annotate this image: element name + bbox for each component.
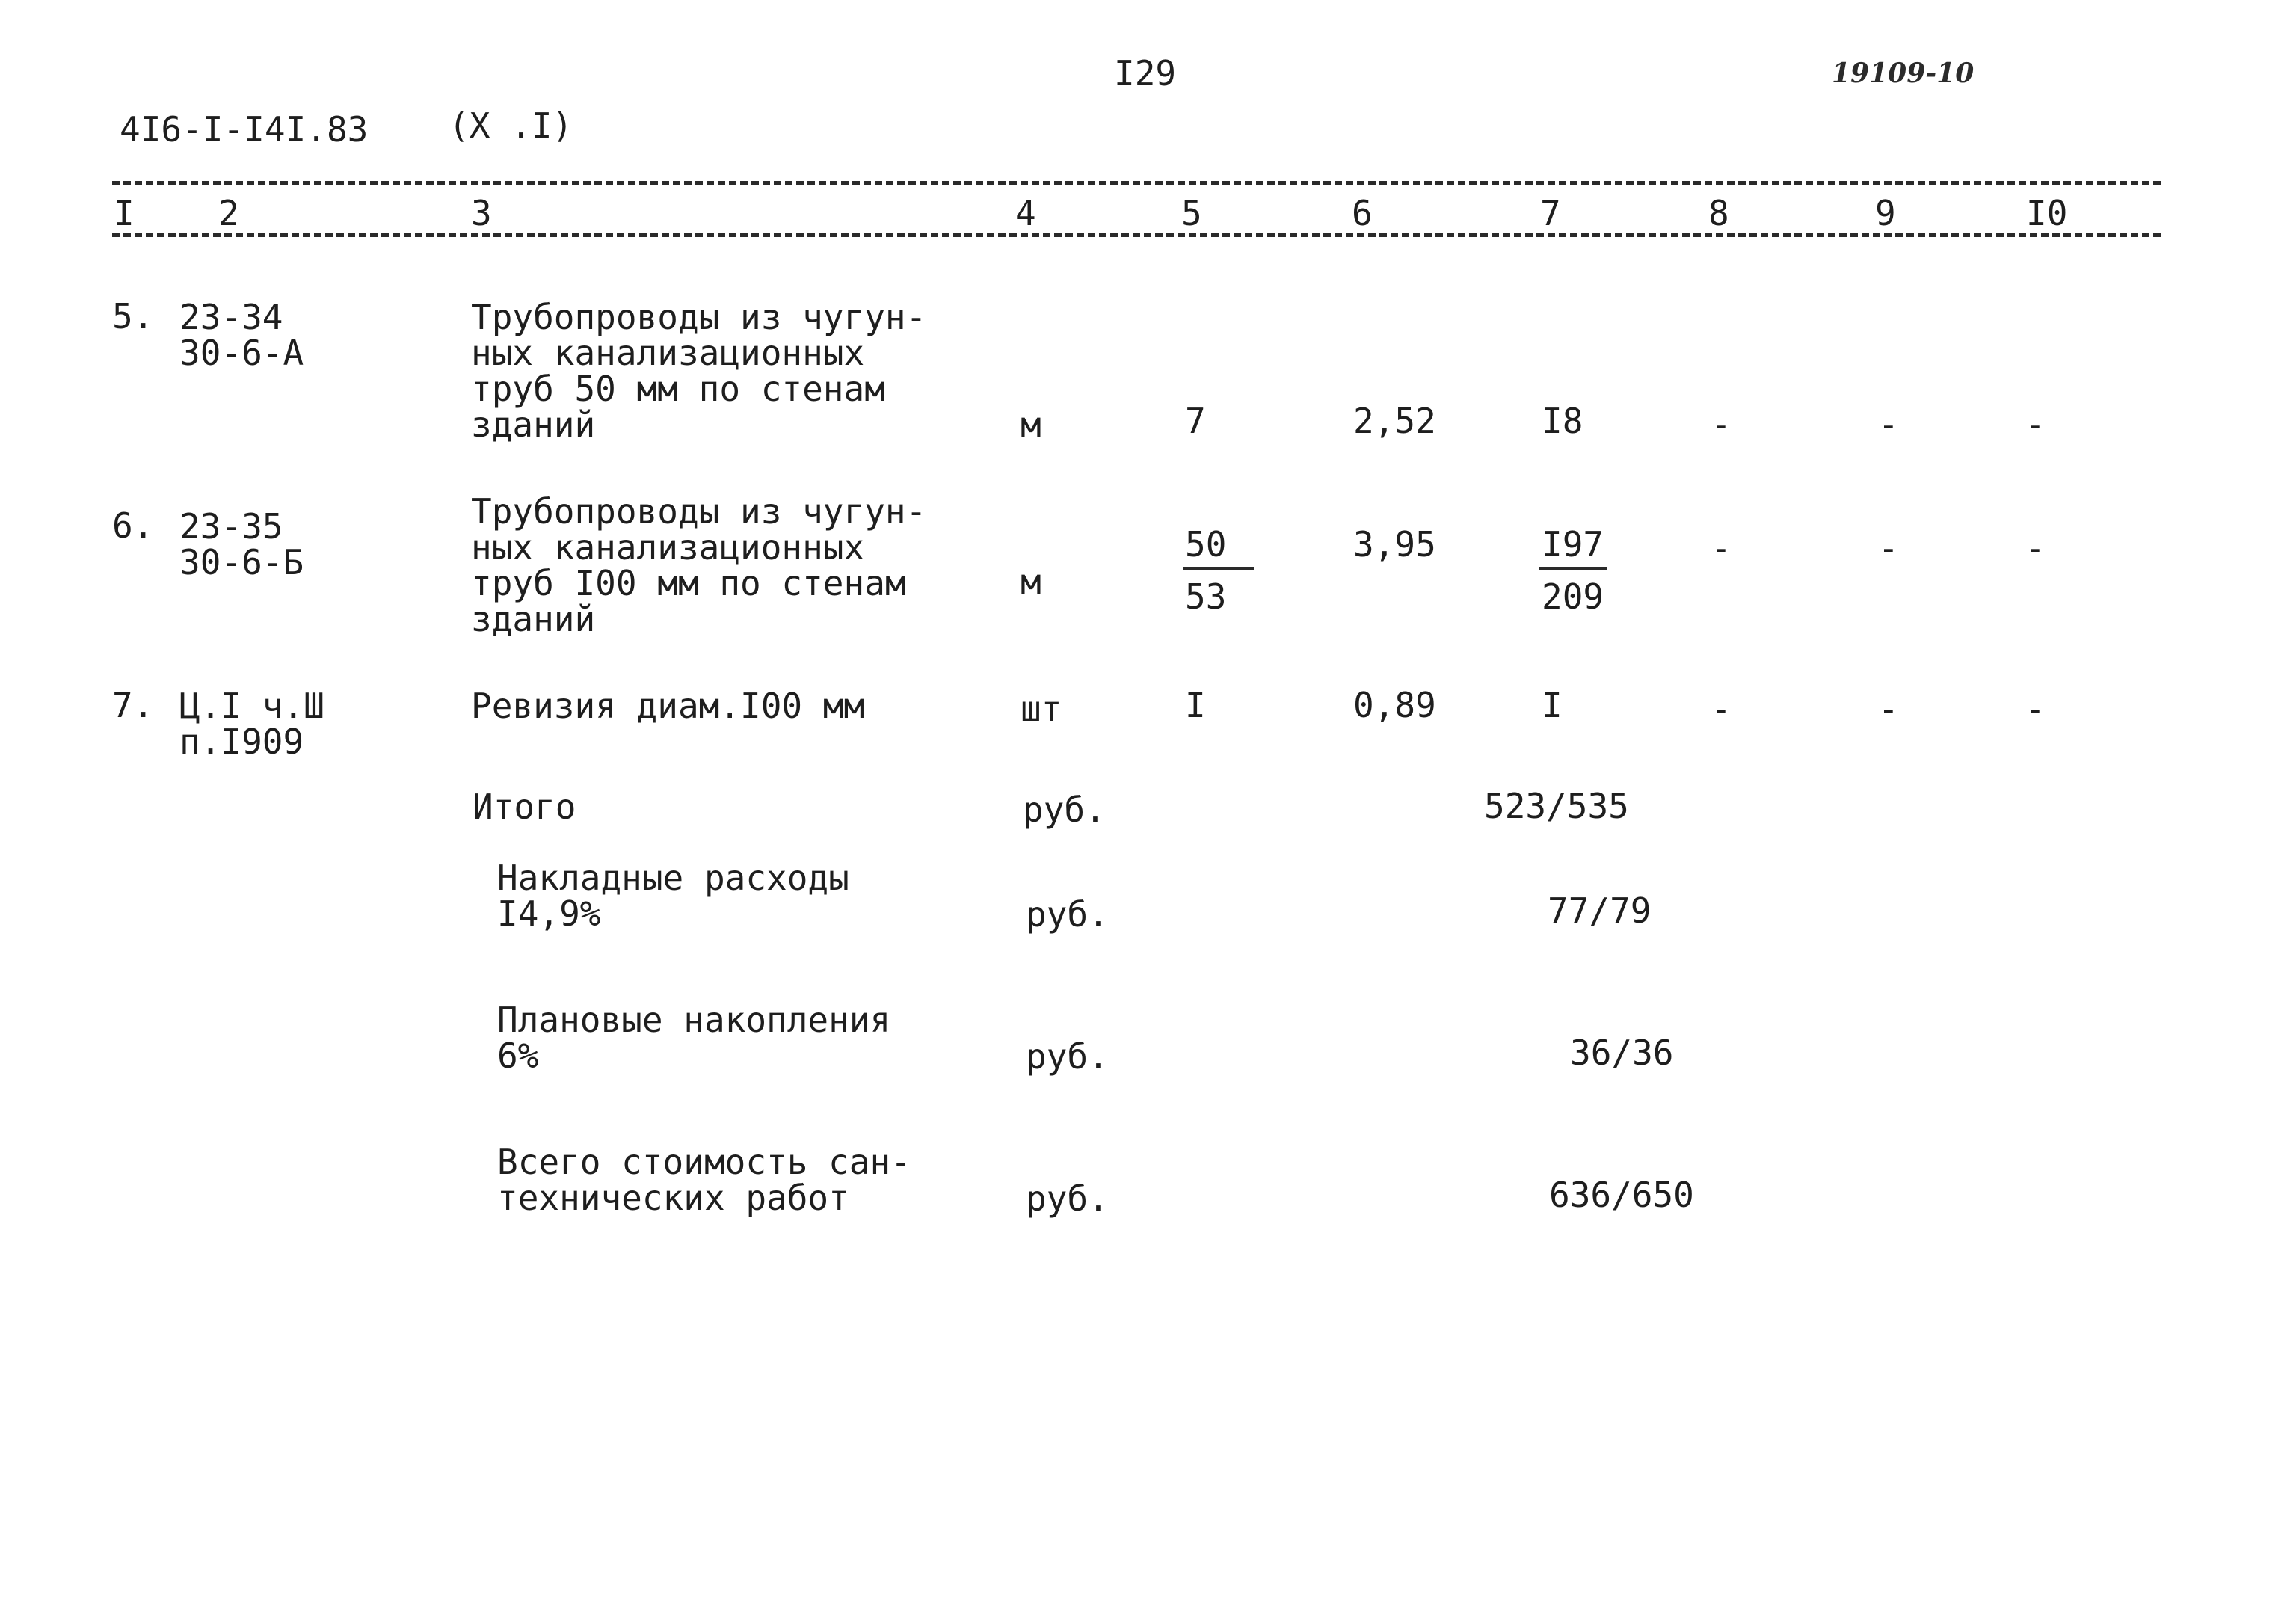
row-quantity-numerator: 50 [1185, 524, 1227, 565]
summary-unit: руб. [1023, 790, 1106, 830]
row-description: Ревизия диам.I00 мм [471, 686, 865, 726]
header-rule-bottom [112, 233, 2161, 237]
column-header-6: 6 [1352, 193, 1373, 233]
column-header-4: 4 [1015, 193, 1036, 233]
row-unit: м [1021, 562, 1041, 602]
summary-value: 77/79 [1548, 891, 1652, 931]
row-unit-price: 0,89 [1353, 685, 1436, 725]
summary-value: 636/650 [1549, 1175, 1694, 1215]
summary-unit: руб. [1026, 1178, 1109, 1219]
summary-value: 523/535 [1484, 786, 1629, 826]
row-quantity-denominator: 53 [1185, 576, 1227, 617]
column-header-8: 8 [1708, 193, 1729, 233]
column-header-3: 3 [471, 193, 492, 233]
page-number: I29 [1114, 53, 1177, 93]
row-total-numerator: I97 [1542, 524, 1604, 565]
archive-stamp: 19109-10 [1832, 58, 1974, 89]
row-unit: шт [1021, 689, 1062, 729]
column-header-9: 9 [1875, 193, 1896, 233]
summary-label: Всего стоимость сан- технических работ [497, 1142, 911, 1218]
row-number: 6. [112, 505, 154, 546]
summary-value: 36/36 [1570, 1033, 1674, 1073]
document-code: 4I6-I-I4I.83 [120, 109, 369, 150]
row-quantity: 7 [1185, 401, 1206, 441]
column-header-10: I0 [2026, 193, 2068, 233]
section-label: (X .I) [449, 105, 573, 146]
column-header-1: I [114, 193, 135, 233]
summary-label: Плановые накопления 6% [497, 1000, 891, 1076]
row-number: 7. [112, 685, 154, 725]
row-unit: м [1021, 405, 1041, 445]
summary-label: Накладные расходы I4,9% [497, 858, 849, 934]
row-total: I8 [1542, 401, 1583, 441]
row-description: Трубопроводы из чугун- ных канализационных труб 50 мм по стенам зданий [471, 297, 927, 445]
row-code: 23-35 30-6-Б [179, 506, 304, 582]
row-unit-price: 2,52 [1353, 401, 1436, 441]
row-col8: - [1711, 689, 1732, 729]
row-col9: - [1878, 689, 1899, 729]
summary-unit: руб. [1026, 1036, 1109, 1077]
row-number: 5. [112, 296, 154, 336]
row-code: Ц.I ч.Ш п.I909 [179, 686, 324, 762]
row-description: Трубопроводы из чугун- ных канализационных труб I00 мм по стенам зданий [471, 491, 927, 639]
fraction-bar [1183, 567, 1254, 570]
column-header-7: 7 [1540, 193, 1561, 233]
row-col9: - [1878, 528, 1899, 568]
row-col10: - [2025, 405, 2046, 445]
summary-unit: руб. [1026, 894, 1109, 935]
column-header-2: 2 [218, 193, 239, 233]
row-col10: - [2025, 689, 2046, 729]
fraction-bar [1539, 567, 1607, 570]
row-total-denominator: 209 [1542, 576, 1604, 617]
row-col8: - [1711, 528, 1732, 568]
summary-label: Итого [473, 787, 576, 827]
row-total: I [1542, 685, 1563, 725]
row-code: 23-34 30-6-А [179, 297, 304, 373]
row-col8: - [1711, 405, 1732, 445]
column-header-5: 5 [1181, 193, 1202, 233]
header-rule-top [112, 181, 2161, 185]
row-unit-price: 3,95 [1353, 524, 1436, 565]
row-col10: - [2025, 528, 2046, 568]
row-col9: - [1878, 405, 1899, 445]
row-quantity: I [1185, 685, 1206, 725]
